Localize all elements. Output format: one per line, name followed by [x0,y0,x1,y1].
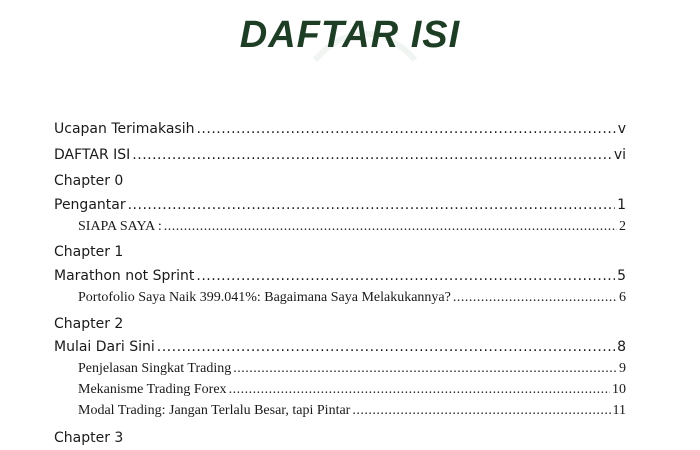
toc-entry-title: DAFTAR ISI [54,147,131,163]
toc-subentry[interactable] [78,290,626,306]
toc-entry-title: Portofolio Saya Naik 399.041%: Bagaimana Saya Melakukannya? [78,290,451,305]
toc-entry[interactable] [54,197,626,213]
toc-leader-dots [352,403,610,419]
toc-subentry[interactable] [78,219,626,235]
toc-entry-page: vi [613,147,626,163]
toc-entry-page: 2 [619,219,626,234]
toc-leader-dots [157,339,615,355]
toc-entry-page: 8 [617,339,626,355]
toc-leader-dots [229,382,610,398]
chapter-heading: Chapter 2 [54,316,124,332]
chapter-heading: Chapter 3 [54,430,124,446]
toc-leader-dots [128,197,615,213]
toc-entry-title: Pengantar [54,197,126,213]
toc-leader-dots [164,219,617,235]
toc-leader-dots [233,361,617,377]
toc-entry-page: 9 [619,361,626,376]
toc-entry[interactable] [54,268,626,284]
toc-entry-page: 5 [617,268,626,284]
toc-subentry[interactable] [78,361,626,377]
toc-leader-dots [196,268,615,284]
toc-leader-dots [132,147,612,163]
toc-subentry[interactable] [78,382,626,398]
toc-entry-title: Mekanisme Trading Forex [78,382,227,397]
toc-entry-title: Modal Trading: Jangan Terlalu Besar, tapi Pintar [78,403,351,418]
toc-entry[interactable] [54,147,626,163]
toc-entry-title: SIAPA SAYA : [78,219,162,234]
toc-entry-page: 1 [617,197,626,213]
chapter-heading: Chapter 1 [54,244,124,260]
toc-leader-dots [453,290,617,306]
toc-leader-dots [196,121,615,137]
toc-entry-title: Ucapan Terimakasih [54,121,195,137]
toc-entry[interactable] [54,121,626,137]
toc-entry-page: v [617,121,626,137]
chapter-heading: Chapter 0 [54,173,124,189]
toc-entry-page: 10 [612,382,626,397]
page-title: DAFTAR ISI [239,14,461,56]
toc-entry-page: 11 [612,403,626,418]
toc-entry-page: 6 [619,290,626,305]
toc-entry-title: Marathon not Sprint [54,268,195,284]
toc-entry-title: Penjelasan Singkat Trading [78,361,232,376]
toc-entry[interactable] [54,339,626,355]
toc-subentry[interactable] [78,403,626,419]
toc-entry-title: Mulai Dari Sini [54,339,155,355]
